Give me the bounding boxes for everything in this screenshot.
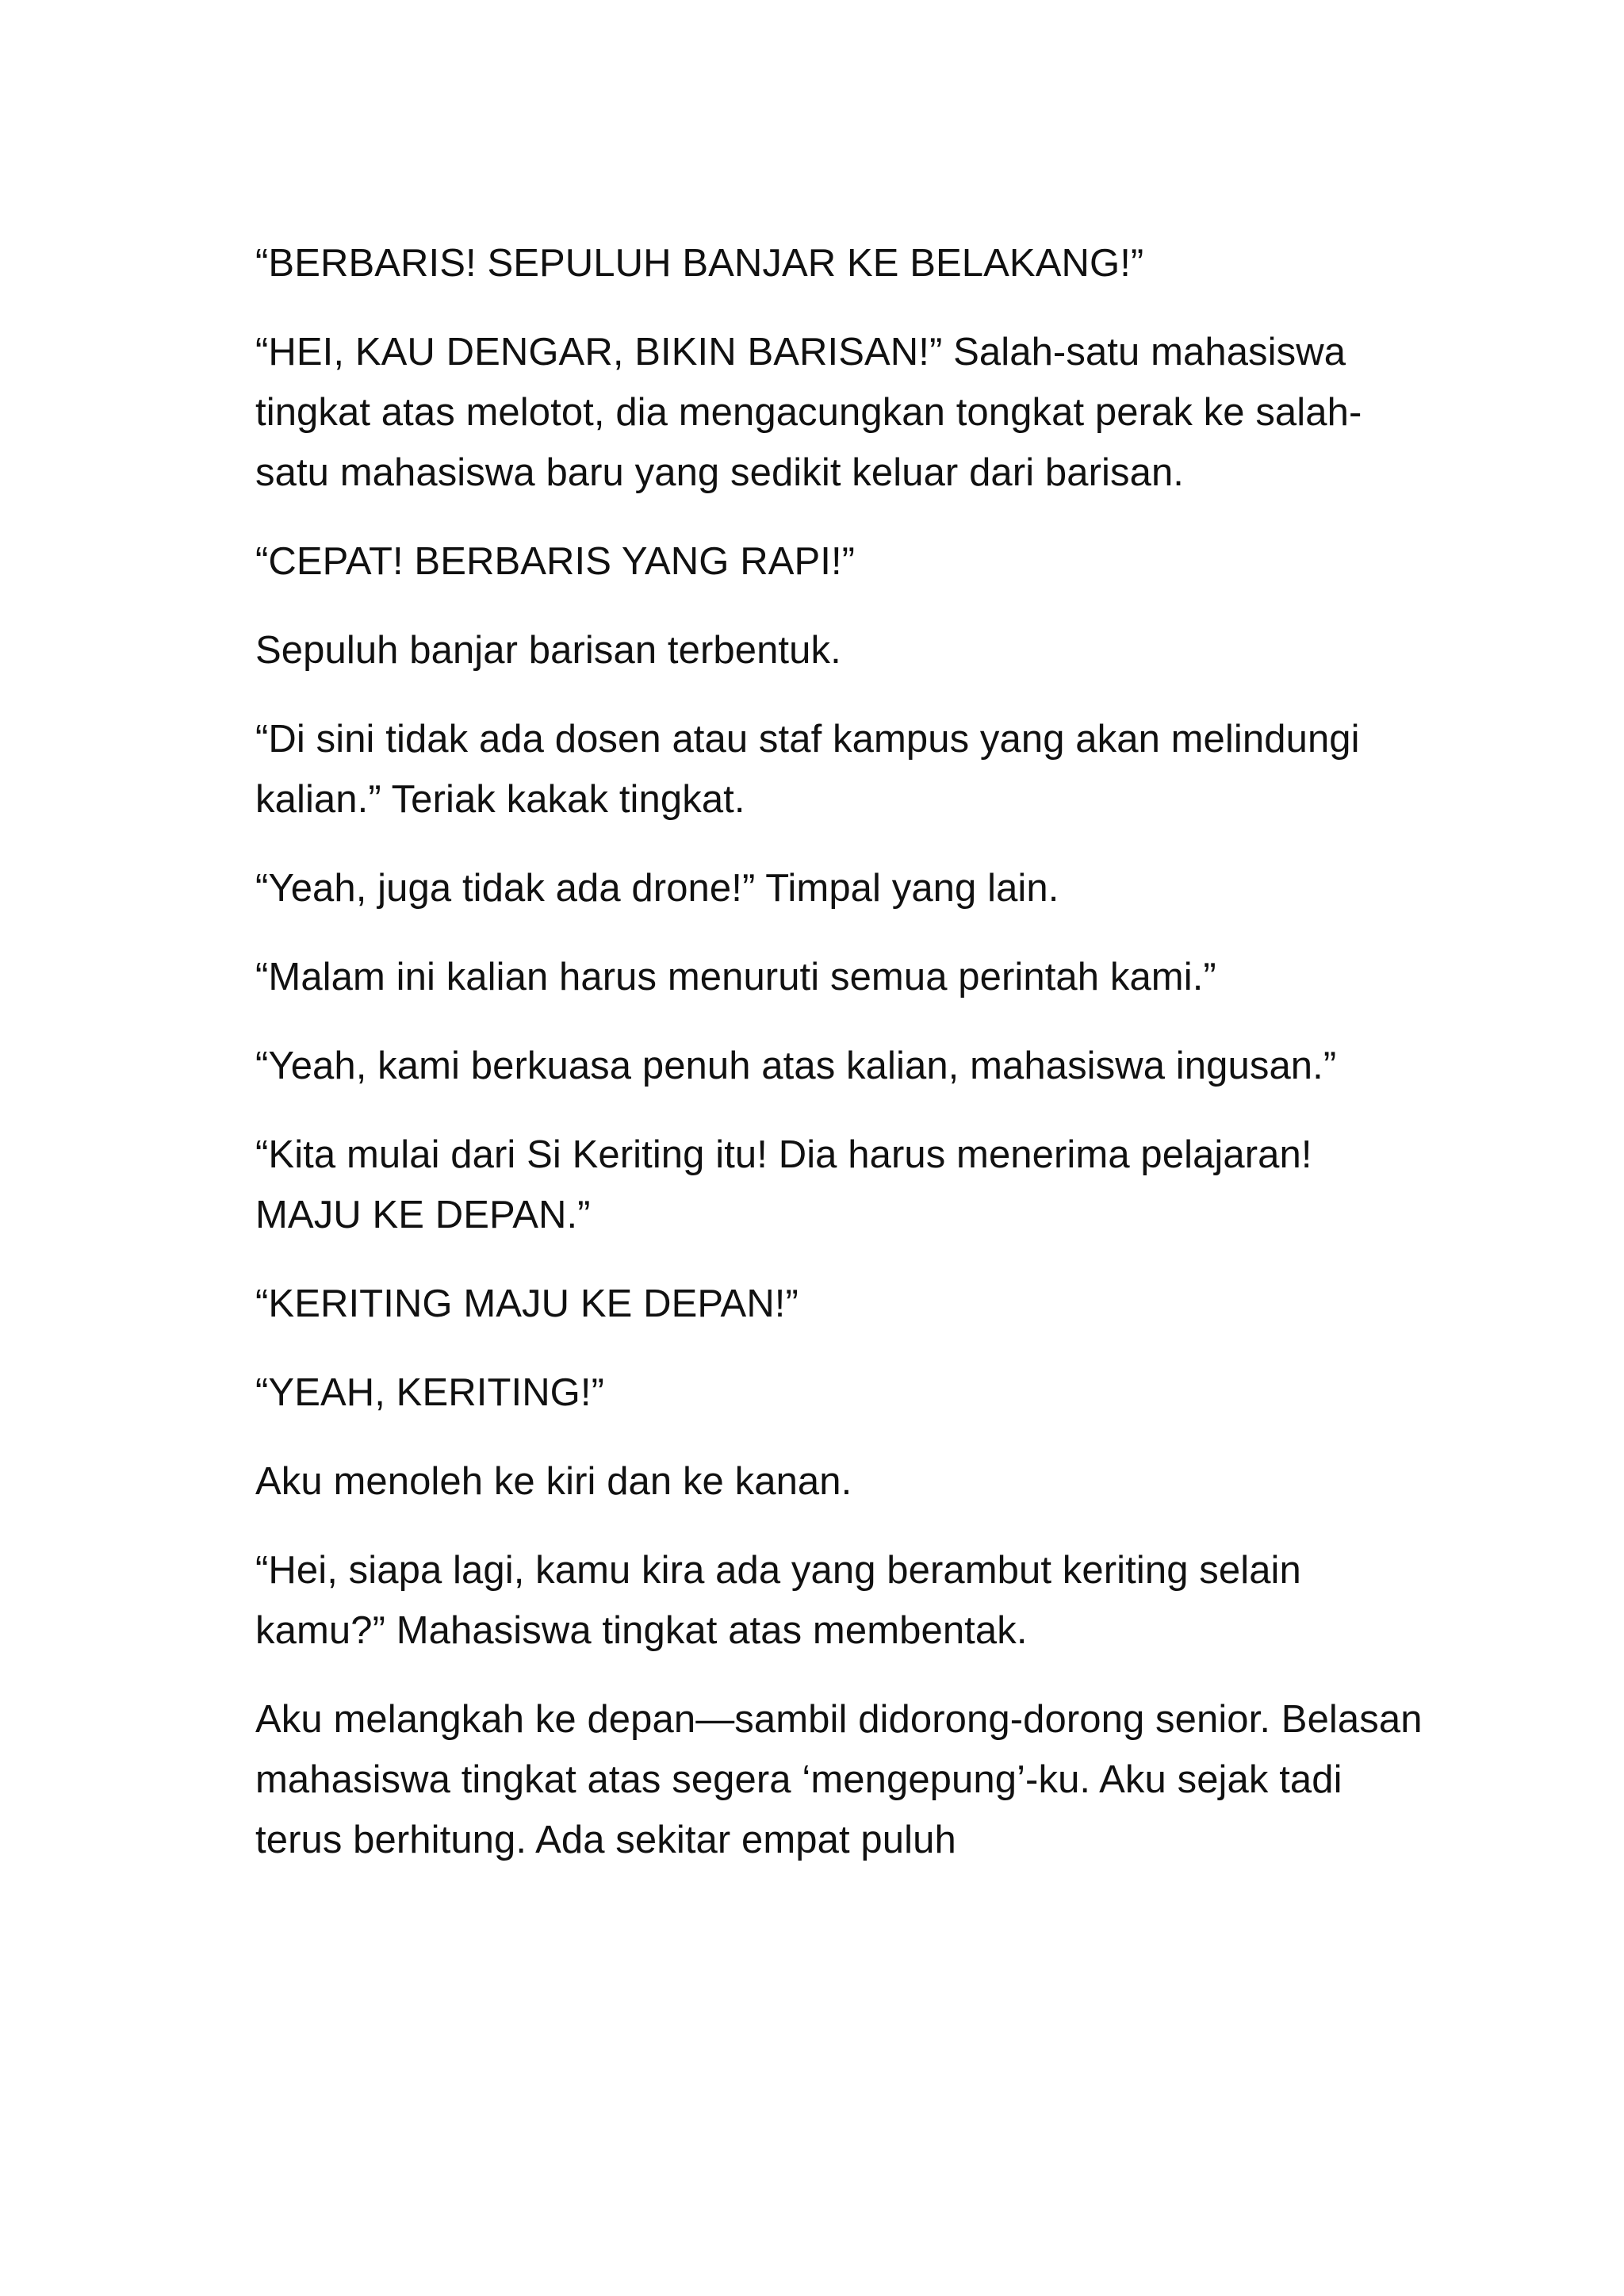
paragraph-10: “KERITING MAJU KE DEPAN!” (255, 1282, 799, 1325)
paragraph-12: Aku menoleh ke kiri dan ke kanan. (255, 1460, 852, 1503)
paragraph-1: “BERBARIS! SEPULUH BANJAR KE BELAKANG!” (255, 242, 1144, 285)
paragraph-13: “Hei, siapa lagi, kamu kira ada yang berambut keriting selain kamu?” Mahasiswa tingkat atas membentak. (255, 1549, 1301, 1652)
paragraph-8: “Yeah, kami berkuasa penuh atas kalian, mahasiswa ingusan.” (255, 1045, 1337, 1087)
paragraph-4: Sepuluh banjar barisan terbentuk. (255, 629, 841, 672)
paragraph-7: “Malam ini kalian harus menuruti semua perintah kami.” (255, 956, 1216, 999)
paragraph-2: “HEI, KAU DENGAR, BIKIN BARISAN!” Salah-satu mahasiswa tingkat atas melotot, dia mengacungkan tongkat perak ke salah-satu mahasiswa baru yang sedikit keluar dari barisan. (255, 331, 1362, 494)
paragraph-3: “CEPAT! BERBARIS YANG RAPI!” (255, 540, 856, 583)
paragraph-11: “YEAH, KERITING!” (255, 1371, 605, 1414)
story-text (255, 233, 1429, 1899)
paragraph-9: “Kita mulai dari Si Keriting itu! Dia harus menerima pelajaran! MAJU KE DEPAN.” (255, 1133, 1312, 1236)
paragraph-6: “Yeah, juga tidak ada drone!” Timpal yang lain. (255, 867, 1059, 910)
paragraph-5: “Di sini tidak ada dosen atau staf kampus yang akan melindungi kalian.” Teriak kakak tingkat. (255, 718, 1360, 821)
paragraph-14: Aku melangkah ke depan—sambil didorong-dorong senior. Belasan mahasiswa tingkat atas segera ‘mengepung’-ku. Aku sejak tadi terus berhitung. Ada sekitar empat puluh (255, 1698, 1423, 1861)
